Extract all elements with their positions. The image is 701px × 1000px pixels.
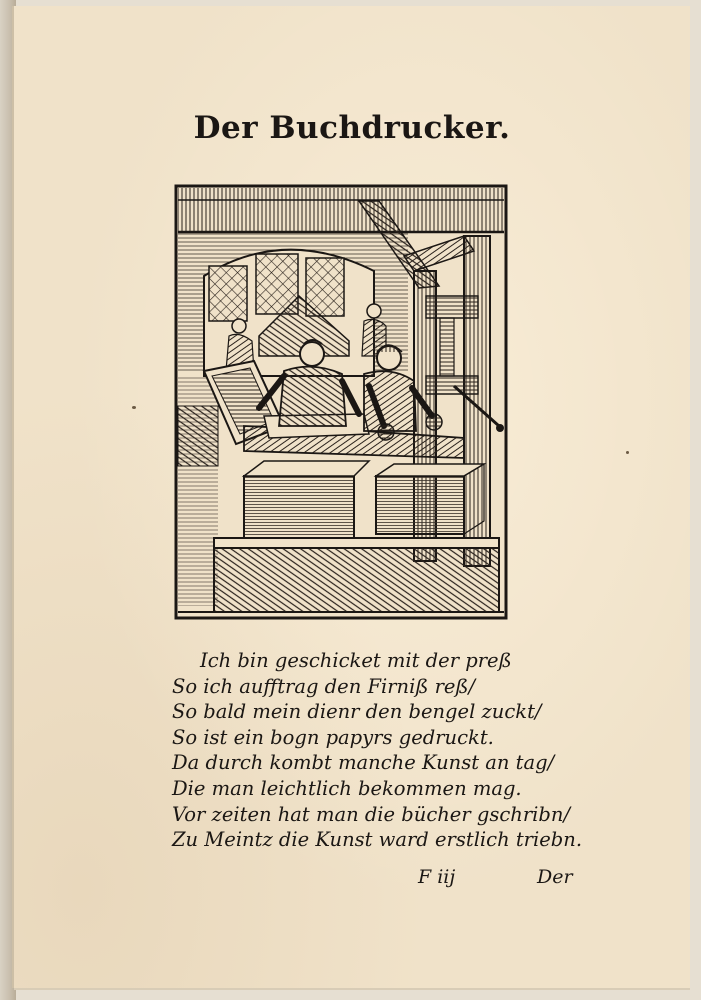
- verse-line: Vor zeiten hat man die bücher gschribn/: [172, 802, 571, 826]
- verse-line: So bald mein dienr den bengel zuckt/: [172, 700, 542, 724]
- paper-speck: [132, 406, 136, 409]
- verse-line: Da durch kombt manche Kunst an tag/: [172, 751, 555, 775]
- verse-block: [172, 648, 602, 853]
- verse-line: Ich bin geschicket mit der preß: [200, 649, 512, 672]
- page-title: Der Buchdrucker.: [193, 110, 511, 146]
- catchword: Der: [537, 866, 573, 888]
- woodcut-printing-press-illustration: [164, 176, 514, 626]
- verse-line: So ich aufftrag den Firniß reß/: [172, 674, 476, 698]
- paper-speck: [626, 451, 629, 454]
- book-page: [14, 6, 690, 988]
- signature-mark: F iij: [418, 866, 456, 888]
- verse-line: So ist ein bogn papyrs gedruckt.: [172, 725, 494, 749]
- verse-line: Zu Meintz die Kunst ward erstlich triebn.: [172, 828, 583, 852]
- verse-line: Die man leichtlich bekommen mag.: [172, 776, 522, 800]
